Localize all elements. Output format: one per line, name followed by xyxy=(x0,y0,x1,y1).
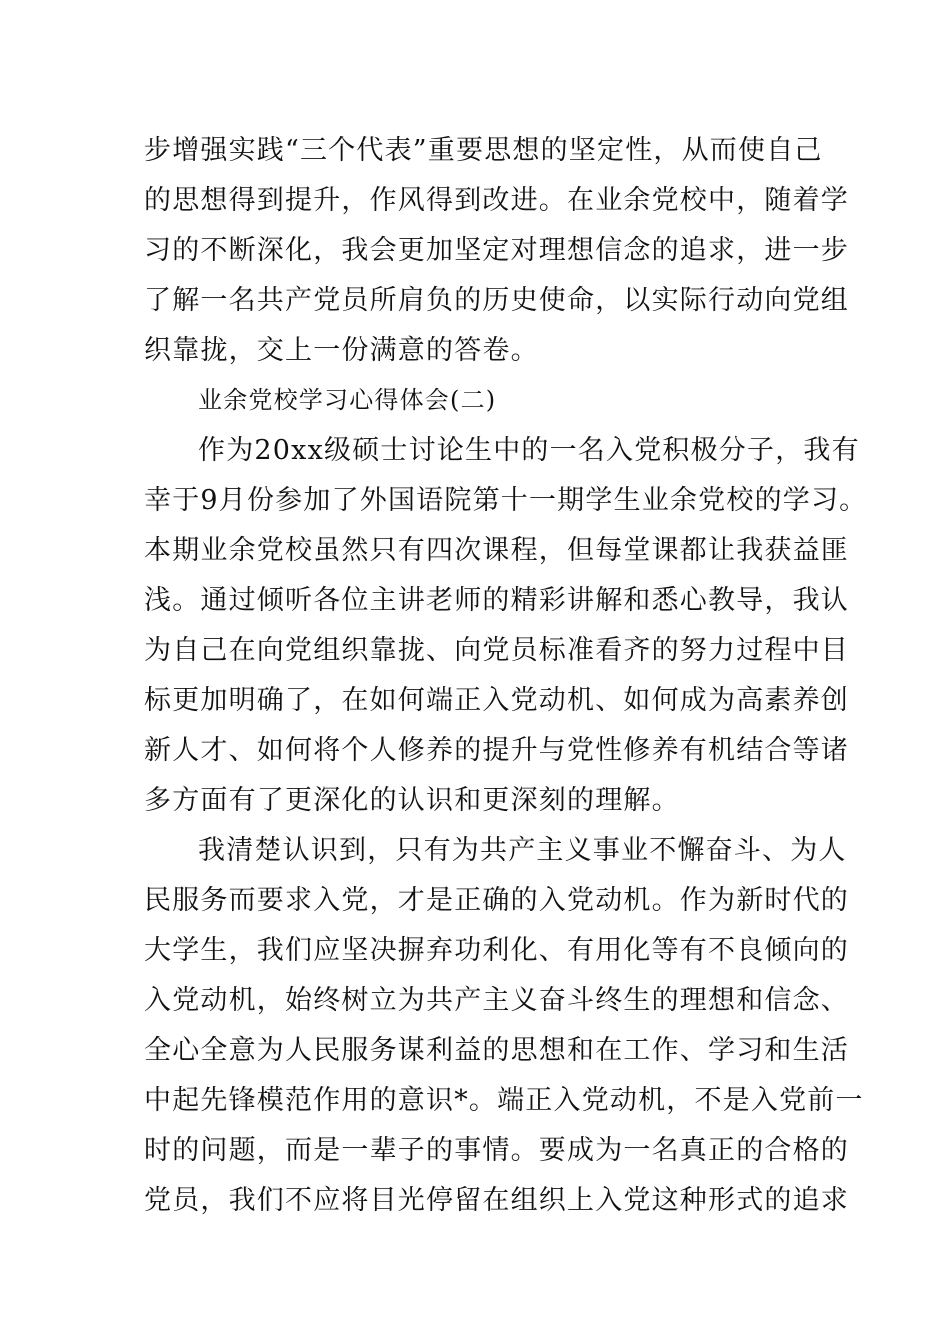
text-line: 作为20xx级硕士讨论生中的一名入党积极分子，我有 xyxy=(198,435,860,466)
text-line: 的思想得到提升，作风得到改进。在业余党校中，随着学 xyxy=(144,185,849,216)
text-line: 幸于9月份参加了外国语院第十一期学生业余党校的学习。 xyxy=(144,485,868,516)
text-line: 了解一名共产党员所肩负的历史使命，以实际行动向党组 xyxy=(144,285,849,316)
text-line: 步增强实践“三个代表”重要思想的坚定性，从而使自己 xyxy=(144,135,823,166)
text-line: 中起先锋模范作用的意识*。端正入党动机，不是入党前一 xyxy=(144,1085,864,1116)
text-line: 织靠拢，交上一份满意的答卷。 xyxy=(144,335,539,366)
text-line: 新人才、如何将个人修养的提升与党性修养有机结合等诸 xyxy=(144,735,849,766)
text-line: 入党动机，始终树立为共产主义奋斗终生的理想和信念、 xyxy=(144,985,849,1016)
text-line: 大学生，我们应坚决摒弃功利化、有用化等有不良倾向的 xyxy=(144,935,849,966)
text-line: 全心全意为人民服务谋利益的思想和在工作、学习和生活 xyxy=(144,1035,849,1066)
text-line: 浅。通过倾听各位主讲老师的精彩讲解和悉心教导，我认 xyxy=(144,585,849,616)
text-line: 习的不断深化，我会更加坚定对理想信念的追求，进一步 xyxy=(144,235,849,266)
text-line: 民服务而要求入党，才是正确的入党动机。作为新时代的 xyxy=(144,885,849,916)
text-line: 我清楚认识到，只有为共产主义事业不懈奋斗、为人 xyxy=(198,835,847,866)
section-title: 业余党校学习心得体会(二) xyxy=(198,386,497,414)
text-line: 本期业余党校虽然只有四次课程，但每堂课都让我获益匪 xyxy=(144,535,849,566)
text-line: 多方面有了更深化的认识和更深刻的理解。 xyxy=(144,785,680,816)
text-line: 标更加明确了，在如何端正入党动机、如何成为高素养创 xyxy=(144,685,849,716)
text-line: 党员，我们不应将目光停留在组织上入党这种形式的追求 xyxy=(144,1185,849,1216)
text-line: 为自己在向党组织靠拢、向党员标准看齐的努力过程中目 xyxy=(144,635,849,666)
text-line: 时的问题，而是一辈子的事情。要成为一名真正的合格的 xyxy=(144,1135,849,1166)
